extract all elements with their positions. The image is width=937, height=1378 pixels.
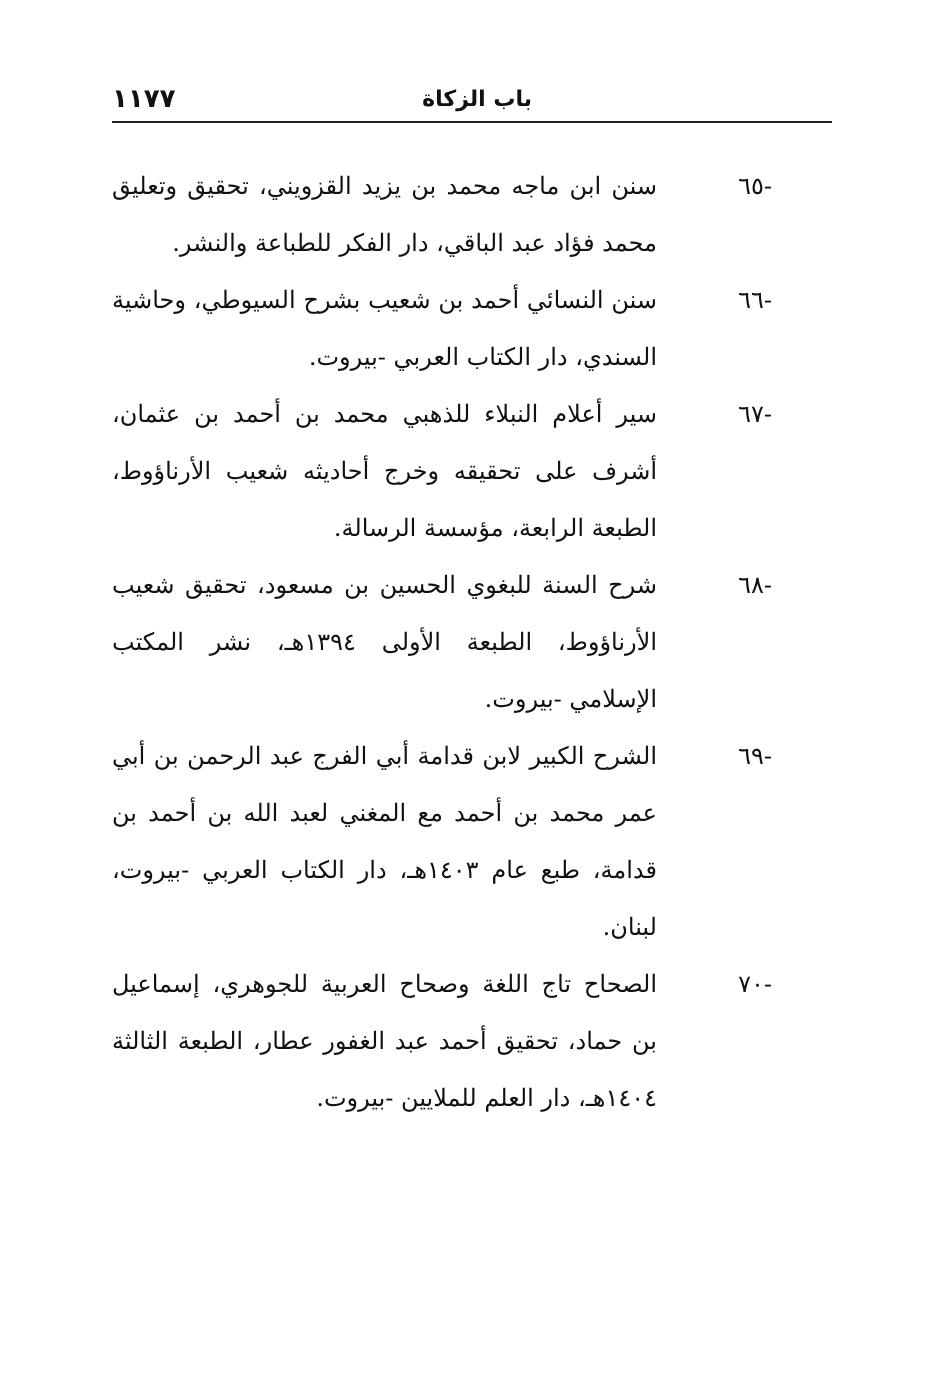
entry-number: -٦٩ [738,742,772,770]
bibliography-entry [112,956,772,1127]
entry-number: -٧٠ [738,970,772,998]
entry-number: -٦٧ [738,400,772,428]
running-header [112,80,832,120]
entry-text: شرح السنة للبغوي الحسين بن مسعود، تحقيق شعيب الأرناؤوط، الطبعة الأولى ١٣٩٤هـ، نشر المكتب الإسلامي -بيروت. [112,571,657,713]
bibliography-entry [112,728,772,956]
entry-number: -٦٥ [738,172,772,200]
bibliography-entry [112,272,772,386]
bibliography-entry [112,557,772,728]
entry-text: سنن ابن ماجه محمد بن يزيد القزويني، تحقيق وتعليق محمد فؤاد عبد الباقي، دار الفكر للطباعة والنشر. [112,172,657,257]
bibliography-entry [112,386,772,557]
entry-text: الشرح الكبير لابن قدامة أبي الفرج عبد الرحمن بن أبي عمر محمد بن أحمد مع المغني لعبد الله بن أحمد بن قدامة، طبع عام ١٤٠٣هـ، دار الكتاب العربي -بيروت، لبنان. [112,742,658,941]
entry-text: سنن النسائي أحمد بن شعيب بشرح السيوطي، وحاشية السندي، دار الكتاب العربي -بيروت. [112,286,657,371]
chapter-title: باب الزكاة [422,87,532,112]
page-number: ١١٧٧ [112,84,176,114]
entry-number: -٦٨ [738,571,772,599]
bibliography-entry [112,158,772,272]
entry-text: سير أعلام النبلاء للذهبي محمد بن أحمد بن عثمان، أشرف على تحقيقه وخرج أحاديثه شعيب الأرناؤوط، الطبعة الرابعة، مؤسسة الرسالة. [112,400,657,542]
entry-number: -٦٦ [738,286,772,314]
header-divider [112,121,832,123]
bibliography-list [112,158,772,1127]
entry-text: الصحاح تاج اللغة وصحاح العربية للجوهري، إسماعيل بن حماد، تحقيق أحمد عبد الغفور عطار، الطبعة الثالثة ١٤٠٤هـ، دار العلم للملايين -بيروت. [112,970,657,1112]
